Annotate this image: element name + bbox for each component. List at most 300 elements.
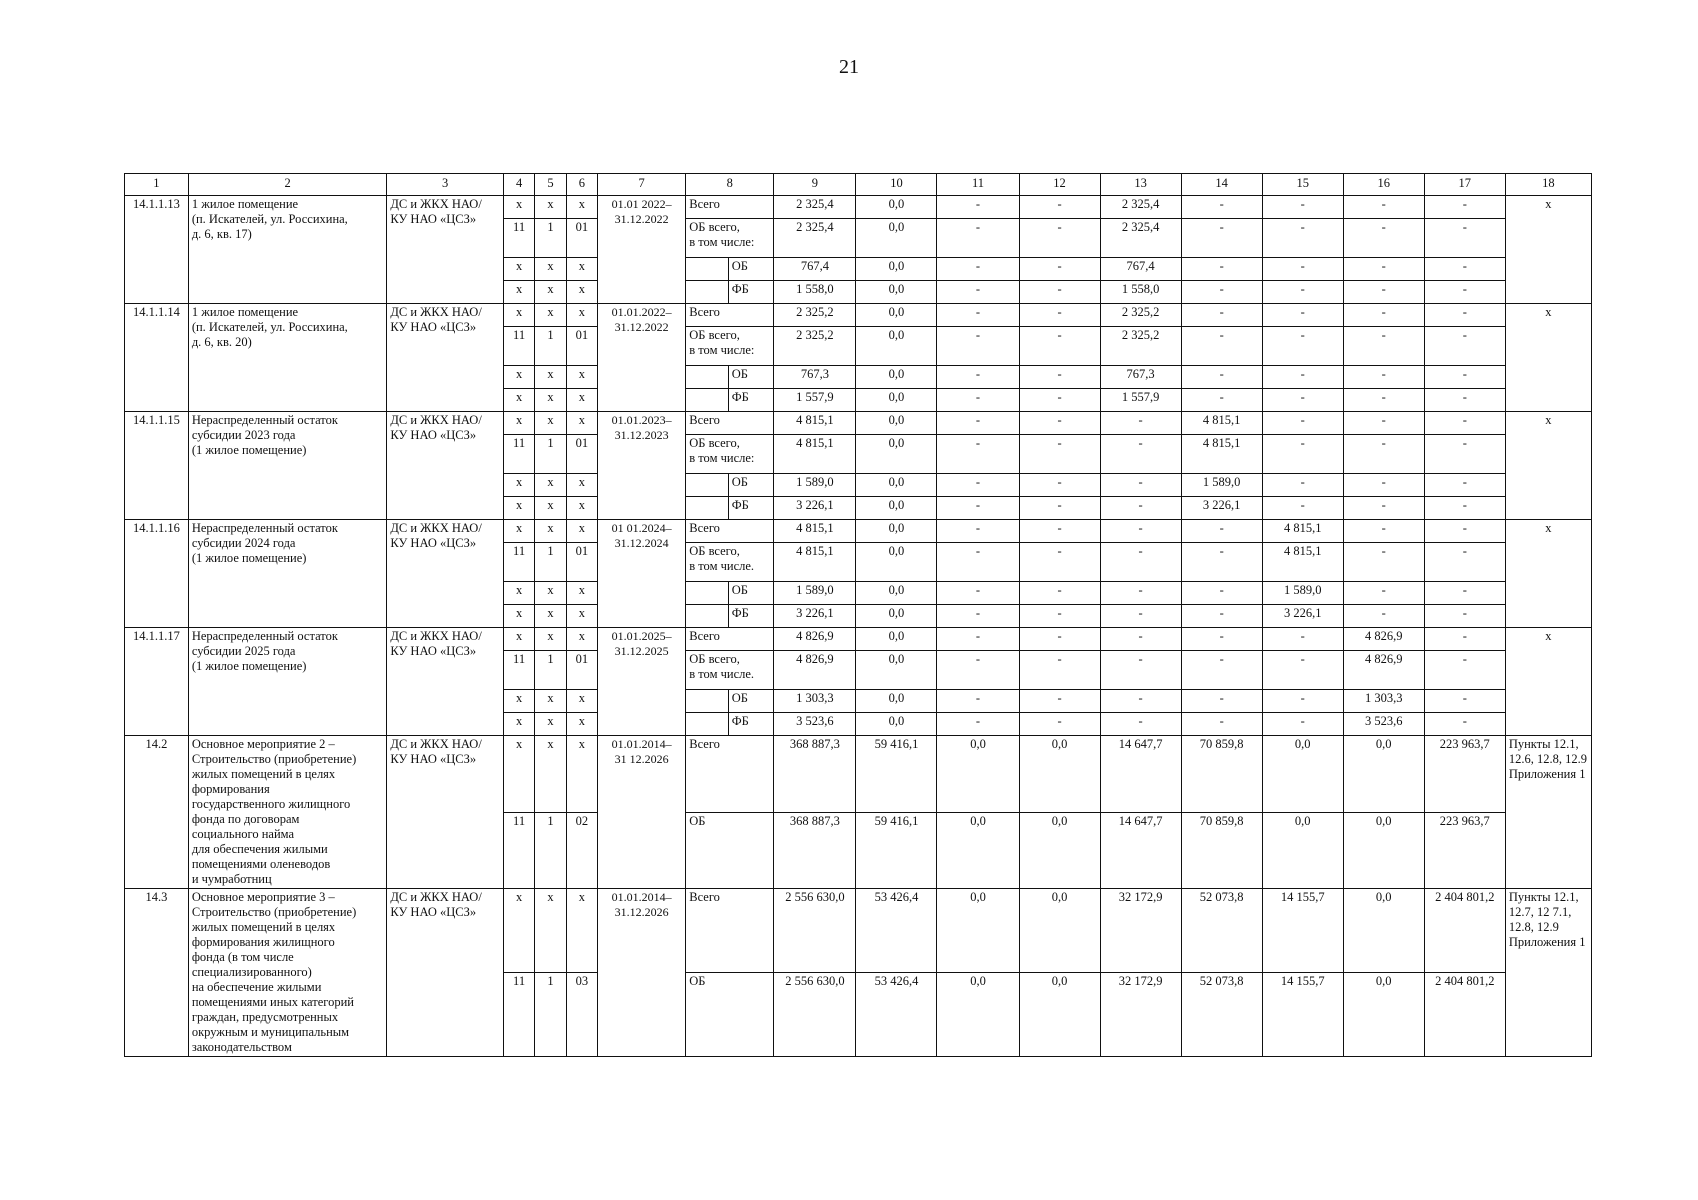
item-note: [1505, 520, 1591, 628]
value-cell: -: [1181, 520, 1262, 543]
text-line: x: [1545, 629, 1552, 643]
funding-indent-cell: [686, 474, 729, 497]
text-line: ДС и ЖКХ НАО/: [390, 629, 482, 643]
column-header: 1: [125, 174, 189, 196]
value-cell: -: [1424, 281, 1505, 304]
text-line: законодательством: [191, 1040, 292, 1054]
value-cell: -: [1019, 412, 1100, 435]
text-line: социального найма: [191, 827, 295, 841]
value-cell: 1 589,0: [1181, 474, 1262, 497]
value-cell: 53 426,4: [856, 889, 937, 973]
value-cell: -: [937, 474, 1019, 497]
value-cell: -: [1343, 281, 1424, 304]
text-line: ДС и ЖКХ НАО/: [390, 737, 482, 751]
value-cell: 4 826,9: [774, 651, 856, 690]
text-line: x: [1545, 413, 1552, 427]
value-cell: -: [1424, 412, 1505, 435]
code-cell: x: [566, 196, 597, 219]
value-cell: -: [1181, 196, 1262, 219]
funding-source-sub: ОБ: [728, 366, 774, 389]
value-cell: -: [937, 304, 1019, 327]
text-line: ДС и ЖКХ НАО/: [390, 890, 482, 904]
text-line: (п. Искателей, ул. Россихина,: [191, 320, 348, 334]
value-cell: -: [1181, 327, 1262, 366]
value-cell: 223 963,7: [1424, 812, 1505, 889]
value-cell: 1 303,3: [774, 690, 856, 713]
text-line: 01.01 2022–: [611, 197, 672, 211]
text-line: ДС и ЖКХ НАО/: [390, 197, 482, 211]
value-cell: 767,3: [1100, 366, 1181, 389]
value-cell: -: [1424, 605, 1505, 628]
value-cell: 0,0: [856, 389, 937, 412]
value-cell: 368 887,3: [774, 736, 856, 813]
text-line: 31.12.2022: [614, 212, 669, 226]
text-line: фонда (в том числе: [191, 950, 294, 964]
value-cell: -: [1343, 582, 1424, 605]
value-cell: -: [1181, 281, 1262, 304]
text-line: Основное мероприятие 3 –: [191, 890, 335, 904]
value-cell: -: [937, 435, 1019, 474]
text-line: КУ НАО «ЦСЗ»: [390, 905, 477, 919]
text-line: окружным и муниципальным: [191, 1025, 350, 1039]
code-cell: x: [566, 736, 597, 813]
text-line: 01.01.2014–: [611, 890, 672, 904]
code-cell: 1: [535, 651, 566, 690]
text-line: в том числе:: [689, 343, 755, 357]
code-cell: x: [535, 389, 566, 412]
funding-indent-cell: [686, 366, 729, 389]
funding-source-sub: ОБ: [728, 474, 774, 497]
item-period: [598, 304, 686, 412]
value-cell: -: [937, 520, 1019, 543]
value-cell: -: [1262, 690, 1343, 713]
value-cell: 0,0: [856, 366, 937, 389]
item-name: [188, 196, 387, 304]
value-cell: -: [1262, 258, 1343, 281]
text-line: КУ НАО «ЦСЗ»: [390, 644, 477, 658]
value-cell: -: [1262, 196, 1343, 219]
funding-source-sub: ОБ: [728, 582, 774, 605]
value-cell: -: [1019, 281, 1100, 304]
text-line: 12.8, 12.9: [1508, 920, 1559, 934]
budget-table: [124, 173, 1592, 1057]
code-cell: x: [535, 474, 566, 497]
text-line: субсидии 2025 года: [191, 644, 296, 658]
value-cell: 0,0: [1343, 889, 1424, 973]
text-line: x: [1545, 521, 1552, 535]
value-cell: -: [1262, 651, 1343, 690]
text-line: д. 6, кв. 17): [191, 227, 252, 241]
value-cell: 3 226,1: [774, 605, 856, 628]
value-cell: 0,0: [937, 889, 1019, 973]
value-cell: -: [1019, 582, 1100, 605]
code-cell: x: [566, 389, 597, 412]
value-cell: -: [1100, 605, 1181, 628]
value-cell: -: [1181, 651, 1262, 690]
value-cell: -: [1181, 605, 1262, 628]
funding-indent-cell: [686, 258, 729, 281]
code-cell: x: [503, 520, 534, 543]
text-line: граждан, предусмотренных: [191, 1010, 339, 1024]
column-header: 11: [937, 174, 1019, 196]
code-cell: x: [503, 281, 534, 304]
text-line: ОБ всего,: [689, 544, 740, 558]
funding-indent-cell: [686, 497, 729, 520]
value-cell: -: [937, 258, 1019, 281]
code-cell: 03: [566, 973, 597, 1057]
value-cell: -: [1019, 713, 1100, 736]
text-line: для обеспечения жилыми: [191, 842, 328, 856]
value-cell: -: [1262, 281, 1343, 304]
value-cell: -: [1424, 435, 1505, 474]
code-cell: 11: [503, 327, 534, 366]
funding-source-sub: ОБ: [728, 690, 774, 713]
item-name: [188, 628, 387, 736]
table-body: [125, 174, 1592, 1057]
value-cell: 2 325,2: [774, 327, 856, 366]
value-cell: -: [937, 690, 1019, 713]
value-cell: -: [1181, 582, 1262, 605]
item-period: [598, 628, 686, 736]
code-cell: x: [566, 520, 597, 543]
value-cell: 0,0: [856, 196, 937, 219]
value-cell: 1 589,0: [774, 474, 856, 497]
code-cell: x: [535, 497, 566, 520]
value-cell: -: [1019, 474, 1100, 497]
value-cell: 0,0: [856, 412, 937, 435]
text-line: ДС и ЖКХ НАО/: [390, 413, 482, 427]
value-cell: -: [1424, 304, 1505, 327]
value-cell: 0,0: [856, 497, 937, 520]
value-cell: -: [1181, 713, 1262, 736]
funding-source-label: [686, 327, 774, 366]
text-line: КУ НАО «ЦСЗ»: [390, 212, 477, 226]
value-cell: 0,0: [1019, 889, 1100, 973]
value-cell: -: [1343, 327, 1424, 366]
text-line: Нераспределенный остаток: [191, 629, 338, 643]
text-line: Строительство (приобретение): [191, 905, 357, 919]
item-code: 14.1.1.13: [125, 196, 189, 304]
text-line: Нераспределенный остаток: [191, 521, 338, 535]
text-line: жилых помещений в целях: [191, 767, 336, 781]
code-cell: x: [503, 474, 534, 497]
code-cell: x: [535, 366, 566, 389]
funding-indent-cell: [686, 690, 729, 713]
value-cell: 0,0: [856, 651, 937, 690]
code-cell: 1: [535, 327, 566, 366]
column-header: 6: [566, 174, 597, 196]
code-cell: x: [566, 889, 597, 973]
value-cell: -: [1181, 366, 1262, 389]
text-line: формирования жилищного: [191, 935, 335, 949]
value-cell: 0,0: [856, 327, 937, 366]
code-cell: x: [503, 412, 534, 435]
value-cell: -: [1100, 520, 1181, 543]
text-line: Пункты 12.1,: [1508, 737, 1579, 751]
code-cell: x: [535, 713, 566, 736]
value-cell: -: [1100, 582, 1181, 605]
value-cell: -: [937, 327, 1019, 366]
column-header: 18: [1505, 174, 1591, 196]
code-cell: 11: [503, 651, 534, 690]
code-cell: x: [503, 366, 534, 389]
item-period: [598, 736, 686, 889]
value-cell: 53 426,4: [856, 973, 937, 1057]
value-cell: -: [1019, 543, 1100, 582]
value-cell: 0,0: [1262, 736, 1343, 813]
value-cell: -: [1262, 304, 1343, 327]
code-cell: 1: [535, 543, 566, 582]
funding-source-sub: ФБ: [728, 389, 774, 412]
value-cell: -: [1019, 304, 1100, 327]
funding-source-label: Всего: [686, 196, 774, 219]
table-row: [125, 628, 1592, 651]
value-cell: -: [1181, 258, 1262, 281]
value-cell: 2 325,4: [1100, 196, 1181, 219]
value-cell: -: [1019, 196, 1100, 219]
value-cell: -: [1019, 690, 1100, 713]
item-code: 14.1.1.17: [125, 628, 189, 736]
text-line: фонда по договорам: [191, 812, 300, 826]
text-line: субсидии 2023 года: [191, 428, 296, 442]
value-cell: 0,0: [937, 973, 1019, 1057]
value-cell: 0,0: [856, 219, 937, 258]
code-cell: x: [503, 713, 534, 736]
text-line: КУ НАО «ЦСЗ»: [390, 536, 477, 550]
item-name: [188, 412, 387, 520]
code-cell: 11: [503, 543, 534, 582]
text-line: (1 жилое помещение): [191, 551, 307, 565]
value-cell: 1 557,9: [774, 389, 856, 412]
value-cell: 4 815,1: [1181, 412, 1262, 435]
item-executor: [387, 736, 504, 889]
value-cell: 0,0: [1343, 736, 1424, 813]
item-executor: [387, 412, 504, 520]
value-cell: -: [1424, 497, 1505, 520]
text-line: КУ НАО «ЦСЗ»: [390, 428, 477, 442]
value-cell: 2 404 801,2: [1424, 889, 1505, 973]
column-header: 13: [1100, 174, 1181, 196]
code-cell: 01: [566, 327, 597, 366]
code-cell: x: [566, 628, 597, 651]
code-cell: x: [503, 389, 534, 412]
code-cell: x: [566, 258, 597, 281]
value-cell: -: [1262, 327, 1343, 366]
value-cell: 0,0: [1343, 973, 1424, 1057]
value-cell: -: [937, 605, 1019, 628]
column-header: 2: [188, 174, 387, 196]
value-cell: 767,4: [774, 258, 856, 281]
text-line: ОБ всего,: [689, 220, 740, 234]
column-header: 7: [598, 174, 686, 196]
table-row: [125, 520, 1592, 543]
text-line: 12.7, 12 7.1,: [1508, 905, 1572, 919]
value-cell: 2 325,4: [1100, 219, 1181, 258]
code-cell: x: [566, 281, 597, 304]
value-cell: -: [1343, 543, 1424, 582]
value-cell: -: [1262, 366, 1343, 389]
value-cell: -: [1019, 366, 1100, 389]
item-period: [598, 520, 686, 628]
value-cell: -: [1343, 605, 1424, 628]
code-cell: x: [503, 497, 534, 520]
code-cell: 01: [566, 543, 597, 582]
item-code: 14.2: [125, 736, 189, 889]
column-header: 16: [1343, 174, 1424, 196]
funding-source-label: [686, 435, 774, 474]
text-line: в том числе:: [689, 451, 755, 465]
value-cell: -: [937, 412, 1019, 435]
funding-indent-cell: [686, 281, 729, 304]
funding-source-label: Всего: [686, 304, 774, 327]
value-cell: 1 589,0: [1262, 582, 1343, 605]
funding-source-label: [686, 219, 774, 258]
item-period: [598, 889, 686, 1057]
value-cell: -: [1181, 219, 1262, 258]
item-executor: [387, 520, 504, 628]
value-cell: 4 815,1: [774, 520, 856, 543]
text-line: жилых помещений в целях: [191, 920, 336, 934]
value-cell: 767,4: [1100, 258, 1181, 281]
value-cell: -: [1181, 304, 1262, 327]
code-cell: x: [535, 582, 566, 605]
text-line: 01.01.2014–: [611, 737, 672, 751]
text-line: д. 6, кв. 20): [191, 335, 252, 349]
code-cell: 11: [503, 219, 534, 258]
value-cell: -: [1343, 304, 1424, 327]
value-cell: 0,0: [856, 690, 937, 713]
funding-source-label: Всего: [686, 412, 774, 435]
text-line: Нераспределенный остаток: [191, 413, 338, 427]
funding-source-sub: ОБ: [728, 258, 774, 281]
code-cell: x: [535, 258, 566, 281]
item-period: [598, 196, 686, 304]
code-cell: x: [566, 497, 597, 520]
value-cell: -: [1181, 690, 1262, 713]
code-cell: x: [566, 304, 597, 327]
column-header: 15: [1262, 174, 1343, 196]
item-executor: [387, 196, 504, 304]
value-cell: -: [1019, 628, 1100, 651]
value-cell: 223 963,7: [1424, 736, 1505, 813]
value-cell: 4 815,1: [1262, 543, 1343, 582]
code-cell: x: [503, 605, 534, 628]
table-row: [125, 412, 1592, 435]
value-cell: -: [1424, 366, 1505, 389]
code-cell: 1: [535, 435, 566, 474]
value-cell: 70 859,8: [1181, 736, 1262, 813]
value-cell: -: [1424, 651, 1505, 690]
item-note: [1505, 304, 1591, 412]
funding-indent-cell: [686, 389, 729, 412]
code-cell: 1: [535, 973, 566, 1057]
funding-source-label: ОБ: [686, 973, 774, 1057]
value-cell: -: [1100, 497, 1181, 520]
text-line: (п. Искателей, ул. Россихина,: [191, 212, 348, 226]
text-line: Пункты 12.1,: [1508, 890, 1579, 904]
code-cell: x: [535, 281, 566, 304]
column-number-row: [125, 174, 1592, 196]
text-line: (1 жилое помещение): [191, 659, 307, 673]
item-note: [1505, 412, 1591, 520]
text-line: специализированного): [191, 965, 312, 979]
value-cell: 3 226,1: [1181, 497, 1262, 520]
code-cell: x: [503, 889, 534, 973]
value-cell: 0,0: [856, 713, 937, 736]
text-line: КУ НАО «ЦСЗ»: [390, 752, 477, 766]
value-cell: 2 556 630,0: [774, 889, 856, 973]
code-cell: x: [503, 582, 534, 605]
code-cell: 02: [566, 812, 597, 889]
table-row: [125, 196, 1592, 219]
code-cell: x: [503, 628, 534, 651]
value-cell: -: [1424, 196, 1505, 219]
text-line: на обеспечение жилыми: [191, 980, 322, 994]
value-cell: 1 558,0: [1100, 281, 1181, 304]
item-note: [1505, 736, 1591, 889]
value-cell: -: [937, 281, 1019, 304]
value-cell: 14 647,7: [1100, 812, 1181, 889]
value-cell: 0,0: [856, 281, 937, 304]
value-cell: -: [1019, 219, 1100, 258]
value-cell: -: [1424, 219, 1505, 258]
item-code: 14.1.1.14: [125, 304, 189, 412]
code-cell: 11: [503, 435, 534, 474]
value-cell: -: [1019, 497, 1100, 520]
text-line: 31.12.2026: [614, 905, 669, 919]
text-line: в том числе.: [689, 667, 755, 681]
code-cell: 01: [566, 651, 597, 690]
code-cell: x: [535, 690, 566, 713]
value-cell: -: [1424, 628, 1505, 651]
value-cell: 2 325,4: [774, 219, 856, 258]
value-cell: -: [937, 713, 1019, 736]
text-line: 01 01.2024–: [611, 521, 672, 535]
text-line: x: [1545, 197, 1552, 211]
value-cell: -: [937, 366, 1019, 389]
value-cell: 0,0: [1019, 812, 1100, 889]
value-cell: -: [1424, 582, 1505, 605]
column-header: 9: [774, 174, 856, 196]
table-row: [125, 304, 1592, 327]
value-cell: -: [1100, 713, 1181, 736]
value-cell: 14 155,7: [1262, 973, 1343, 1057]
value-cell: -: [1424, 389, 1505, 412]
value-cell: -: [937, 582, 1019, 605]
text-line: 12.6, 12.8, 12.9: [1508, 752, 1587, 766]
value-cell: 0,0: [1019, 973, 1100, 1057]
value-cell: 0,0: [1019, 736, 1100, 813]
code-cell: x: [503, 736, 534, 813]
value-cell: -: [1019, 651, 1100, 690]
value-cell: -: [937, 628, 1019, 651]
column-header: 3: [387, 174, 504, 196]
value-cell: 368 887,3: [774, 812, 856, 889]
value-cell: 0,0: [856, 582, 937, 605]
value-cell: 4 815,1: [774, 412, 856, 435]
text-line: Строительство (приобретение): [191, 752, 357, 766]
code-cell: 01: [566, 219, 597, 258]
value-cell: -: [1262, 389, 1343, 412]
code-cell: x: [535, 628, 566, 651]
value-cell: -: [1343, 389, 1424, 412]
value-cell: 3 226,1: [1262, 605, 1343, 628]
value-cell: -: [1019, 435, 1100, 474]
value-cell: 2 325,2: [774, 304, 856, 327]
value-cell: 0,0: [856, 543, 937, 582]
value-cell: 0,0: [856, 520, 937, 543]
value-cell: 1 303,3: [1343, 690, 1424, 713]
